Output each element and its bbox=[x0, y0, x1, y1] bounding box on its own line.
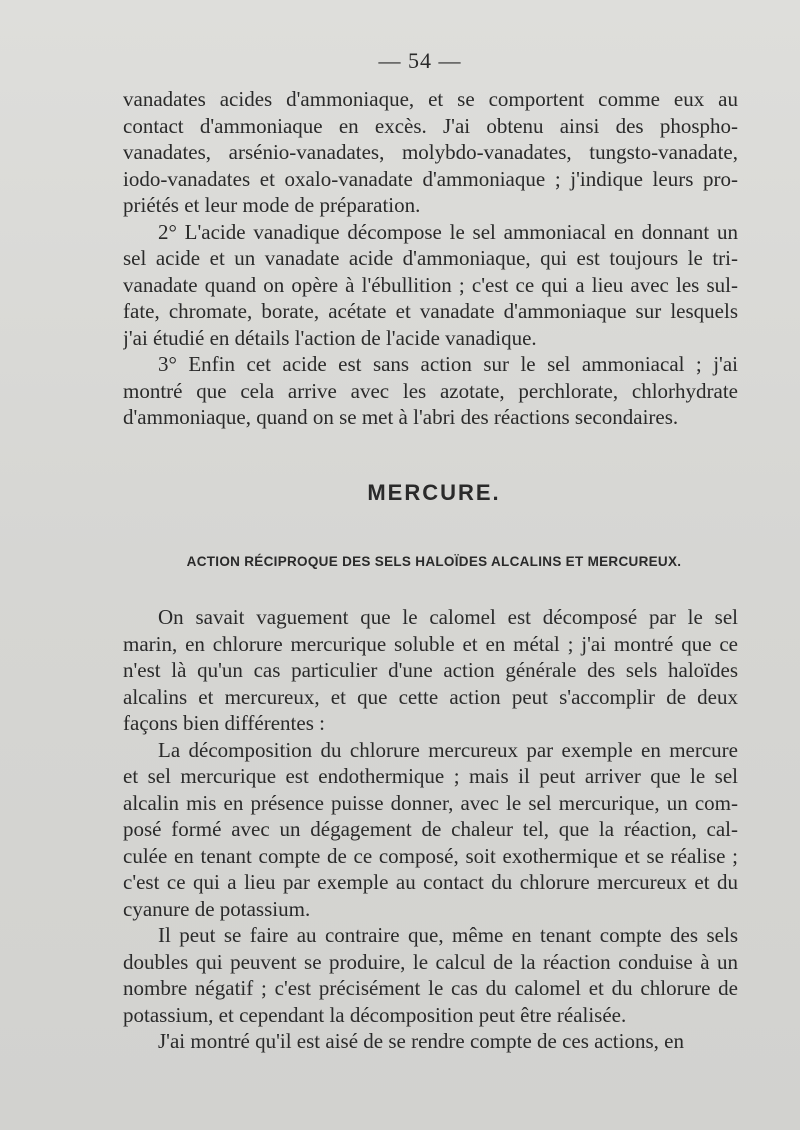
text-line: sel acide et un vanadate acide d'ammoniaque, qui est toujours le tri- bbox=[123, 246, 738, 270]
text-line: iodo-vanadates et oxalo-vanadate d'ammoniaque ; j'indique leurs pro- bbox=[123, 166, 738, 191]
paragraph-1 bbox=[123, 604, 738, 737]
text-line: nombre négatif ; c'est précisément le cas du calomel et du chlorure de bbox=[123, 976, 738, 1000]
text-line: n'est là qu'un cas particulier d'une action générale des sels haloïdes bbox=[123, 658, 738, 682]
paragraph-point-2 bbox=[123, 219, 738, 352]
text-line: On savait vaguement que le calomel est décomposé par le sel bbox=[158, 605, 738, 629]
text-line: alcalin mis en présence puisse donner, avec le sel mercurique, un com- bbox=[123, 790, 738, 815]
text-line: vanadate quand on opère à l'ébullition ; c'est ce qui a lieu avec les sul- bbox=[123, 272, 738, 297]
section-subtitle: ACTION RÉCIPROQUE DES SELS HALOÏDES ALCALINS ET MERCUREUX. bbox=[186, 554, 682, 569]
text-line: 2° L'acide vanadique décompose le sel ammoniacal en donnant un bbox=[158, 219, 738, 244]
text-line: marin, en chlorure mercurique soluble et en métal ; j'ai montré que ce bbox=[123, 631, 738, 656]
text-line: contact d'ammoniaque en excès. J'ai obtenu ainsi des phospho- bbox=[123, 113, 738, 138]
intro-text-block bbox=[123, 86, 738, 431]
page-number: — 54 — bbox=[378, 48, 462, 73]
text-line: posé formé avec un dégagement de chaleur tel, que la réaction, cal- bbox=[123, 817, 738, 841]
text-line: La décomposition du chlorure mercureux par exemple en mercure bbox=[158, 737, 738, 762]
paragraph-intro-continuation bbox=[123, 86, 738, 219]
text-line: alcalins et mercureux, et que cette action peut s'accomplir de deux bbox=[123, 684, 738, 709]
section-title: MERCURE. bbox=[367, 480, 501, 505]
text-line: et sel mercurique est endothermique ; mais il peut arriver que le sel bbox=[123, 764, 738, 788]
text-line: montré que cela arrive avec les azotate, perchlorate, chlorhydrate bbox=[123, 378, 738, 403]
text-line: d'ammoniaque, quand on se met à l'abri des réactions secondaires. bbox=[123, 405, 679, 429]
body-text-block bbox=[123, 604, 738, 1055]
text-line: priétés et leur mode de préparation. bbox=[123, 193, 421, 217]
text-line: vanadates acides d'ammoniaque, et se comportent comme eux au bbox=[123, 87, 738, 111]
paragraph-4 bbox=[123, 1028, 738, 1055]
paragraph-point-3 bbox=[123, 351, 738, 431]
text-line: potassium, et cependant la décomposition peut être réalisée. bbox=[123, 1002, 627, 1027]
text-line: culée en tenant compte de ce composé, soit exothermique et se réalise ; bbox=[123, 843, 738, 868]
text-line: fate, chromate, borate, acétate et vanadate d'ammoniaque sur lesquels bbox=[123, 299, 738, 323]
paragraph-2 bbox=[123, 737, 738, 923]
text-line: doubles qui peuvent se produire, le calcul de la réaction conduise à un bbox=[123, 949, 738, 974]
text-line: j'ai étudié en détails l'action de l'acide vanadique. bbox=[123, 325, 537, 350]
text-line: cyanure de potassium. bbox=[123, 896, 311, 921]
text-line: façons bien différentes : bbox=[123, 711, 325, 735]
text-line: vanadates, arsénio-vanadates, molybdo-vanadates, tungsto-vanadate, bbox=[123, 140, 738, 164]
text-line: c'est ce qui a lieu par exemple au contact du chlorure mercureux et du bbox=[123, 870, 738, 894]
text-line: 3° Enfin cet acide est sans action sur le sel ammoniacal ; j'ai bbox=[158, 352, 738, 376]
text-line: J'ai montré qu'il est aisé de se rendre compte de ces actions, en bbox=[158, 1029, 684, 1053]
paragraph-3 bbox=[123, 922, 738, 1028]
text-line: Il peut se faire au contraire que, même en tenant compte des sels bbox=[158, 923, 738, 947]
